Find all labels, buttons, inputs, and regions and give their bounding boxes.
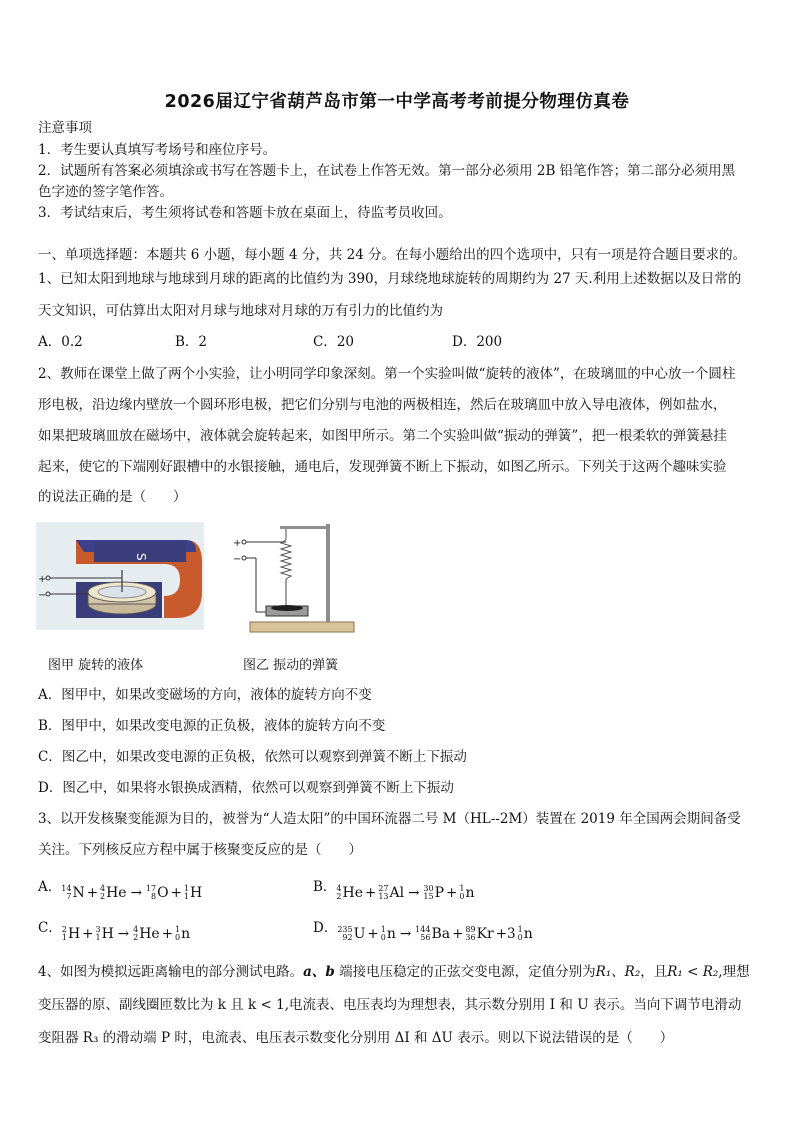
- element-symbol: Al: [389, 885, 405, 901]
- q1-line-1: 1、已知太阳到地球与地球到月球的距离的比值约为 390，月球绕地球旋转的周期约为 27 天.利用上述数据以及日常的: [38, 271, 742, 287]
- notice-item-2-cont: 色字迹的签字笔作答。: [38, 184, 173, 200]
- notice-heading: 注意事项: [38, 120, 92, 136]
- atomic-number: 56: [420, 933, 431, 942]
- atomic-number: 0: [459, 892, 465, 901]
- atomic-number: 36: [465, 933, 476, 942]
- nuclide-numbers: [465, 926, 475, 942]
- atomic-number: 15: [423, 892, 434, 901]
- q4-line-1-g: ,理想: [718, 964, 750, 980]
- q3-line-1: 3、以开发核聚变能源为目的，被誉为“人造太阳”的中国环流器二号 M（HL--2M）装置在 2019 年全国两会期间备受: [38, 811, 741, 827]
- mass-number: 4: [100, 884, 106, 893]
- atomic-number: 13: [378, 892, 389, 901]
- q4-line-3: 变阻器 R₃ 的滑动端 P 时，电流表、电压表示数变化分别用 ΔI 和 ΔU 表示。则以下说法错误的是（ ）: [38, 1030, 674, 1046]
- mass-number: 144: [415, 925, 431, 934]
- nuclide-numbers: [100, 885, 105, 901]
- atomic-number: 0: [517, 933, 523, 942]
- nuclide-numbers: [175, 926, 180, 942]
- equation-operator: +: [446, 885, 458, 901]
- mass-number: 17: [145, 884, 157, 893]
- q3-option-b: [313, 877, 474, 903]
- q1-option-b: B．2: [175, 334, 208, 350]
- equation-operator: +: [170, 885, 182, 901]
- nuclide-numbers: [184, 885, 189, 901]
- q2-line-5: 的说法正确的是（ ）: [38, 489, 187, 505]
- nuclide-numbers: [133, 926, 138, 942]
- nuclide-numbers: [415, 926, 430, 942]
- fig1-minus-label: −: [38, 590, 47, 601]
- notice-item-3: 3．考试结束后，考生须将试卷和答题卡放在桌面上，待监考员收回。: [38, 205, 452, 221]
- q3-option-label: A．: [38, 879, 62, 895]
- q4-line-1-e: ，且: [640, 964, 668, 980]
- fig2-minus-label: −: [233, 554, 242, 565]
- element-symbol: U: [353, 926, 366, 942]
- q4-line-1: [38, 962, 760, 982]
- q1-line-2: 天文知识，可估算出太阳对月球与地球对月球的万有引力的比值约为: [38, 303, 443, 319]
- nuclide-numbers: [518, 926, 523, 942]
- nuclide-numbers: [95, 926, 100, 942]
- q2-option-c: C．图乙中，如果改变电源的正负极，依然可以观察到弹簧不断上下振动: [38, 749, 467, 765]
- q2-line-1: 2、教师在课堂上做了两个小实验，让小明同学印象深刻。第一个实验叫做“旋转的液体”，在玻璃皿的中心放一个圆柱: [38, 366, 736, 382]
- element-symbol: O: [157, 885, 169, 901]
- atomic-number: 1: [183, 892, 189, 901]
- equation-operator: +: [161, 926, 173, 942]
- q3-option-label: D．: [313, 920, 338, 936]
- notice-item-1: 1．考生要认真填写考场号和座位序号。: [38, 142, 277, 158]
- element-symbol: n: [523, 926, 533, 942]
- atomic-number: 0: [380, 933, 386, 942]
- element-symbol: H: [189, 885, 203, 901]
- nuclide-numbers: [61, 885, 71, 901]
- fig1-plus-label: +: [38, 574, 47, 585]
- atomic-number: 1: [95, 933, 101, 942]
- nuclide-numbers: [146, 885, 156, 901]
- equation-operator: +: [452, 926, 464, 942]
- mass-number: 30: [423, 884, 434, 893]
- q2-line-3: 如果把玻璃皿放在磁场中，液体就会旋转起来，如图甲所示。第二个实验叫做“振动的弹簧”，把一根柔软的弹簧悬挂: [38, 428, 727, 444]
- mass-number: 14: [61, 884, 72, 893]
- q2-line-4: 起来，使它的下端刚好跟槽中的水银接触，通电后，发现弹簧不断上下振动，如图乙所示。下列关于这两个趣味实验: [38, 459, 727, 475]
- q3-option-label: B．: [313, 879, 337, 895]
- equation-operator: →: [399, 926, 412, 942]
- atomic-number: 8: [151, 892, 157, 901]
- q4-line-1-c: 端接电压稳定的正弦交变电源，定值分别为: [334, 964, 596, 980]
- mass-number: 235: [337, 925, 353, 934]
- mass-number: 1: [175, 925, 181, 934]
- equation-operator: +3: [495, 926, 516, 942]
- equation-operator: +: [82, 926, 94, 942]
- nuclide-numbers: [378, 885, 388, 901]
- mass-number: 2: [61, 925, 67, 934]
- nuclide-numbers: [337, 926, 352, 942]
- q4-line-1-f: R₁ < R₂: [667, 964, 719, 980]
- equation-operator: →: [117, 926, 130, 942]
- mass-number: 4: [133, 925, 139, 934]
- atomic-number: 2: [133, 933, 139, 942]
- fig2-plus-label: +: [233, 538, 242, 549]
- element-symbol: He: [342, 885, 364, 901]
- atomic-number: 7: [66, 892, 72, 901]
- fig1-caption: 图甲 旋转的液体: [48, 658, 144, 673]
- nuclear-equation: [62, 924, 190, 944]
- atomic-number: 2: [336, 892, 342, 901]
- q1-option-c: C．20: [313, 334, 355, 350]
- q3-option-c: [38, 918, 190, 944]
- rotating-liquid-figure: [36, 522, 204, 630]
- atomic-number: 1: [61, 933, 67, 942]
- q2-option-b: B．图甲中，如果改变电源的正负极，液体的旋转方向不变: [38, 718, 386, 734]
- q3-option-d: [313, 918, 533, 944]
- notice-item-2: 2．试题所有答案必须填涂或书写在答题卡上，在试卷上作答无效。第一部分必须用 2B 铅笔作答；第二部分必须用黑: [38, 163, 736, 179]
- equation-operator: →: [408, 885, 420, 901]
- mass-number: 89: [465, 925, 476, 934]
- equation-operator: →: [130, 885, 142, 901]
- section-heading: 一、单项选择题：本题共 6 小题，每小题 4 分，共 24 分。在每小题给出的四个选项中，只有一项是符合题目要求的。: [38, 247, 747, 263]
- nuclear-equation: [61, 883, 202, 903]
- atomic-number: 0: [175, 933, 181, 942]
- fig2-caption: 图乙 振动的弹簧: [243, 658, 339, 673]
- q1-option-d: D．200: [452, 334, 503, 350]
- element-symbol: n: [386, 926, 396, 942]
- nuclide-numbers: [423, 885, 433, 901]
- nuclear-equation: [337, 924, 532, 944]
- q4-line-1-b: a、b: [303, 964, 335, 980]
- equation-operator: +: [365, 885, 377, 901]
- mass-number: 27: [378, 884, 389, 893]
- magnet-pole-label: S: [134, 553, 148, 561]
- element-symbol: P: [434, 885, 445, 901]
- element-symbol: n: [181, 926, 191, 942]
- element-symbol: He: [139, 926, 160, 942]
- mass-number: 1: [459, 884, 465, 893]
- q4-line-1-a: 4、如图为模拟远距离输电的部分测试电路。: [38, 964, 304, 980]
- element-symbol: Ba: [431, 926, 451, 942]
- atomic-number: 92: [342, 933, 353, 942]
- vibrating-spring-figure: [230, 518, 360, 636]
- nuclear-equation: [336, 883, 474, 903]
- q3-option-a: [38, 877, 202, 903]
- q3-line-2: 关注。下列核反应方程中属于核聚变反应的是（ ）: [38, 842, 362, 858]
- element-symbol: H: [67, 926, 81, 942]
- element-symbol: H: [101, 926, 114, 942]
- q3-option-label: C．: [38, 920, 62, 936]
- equation-operator: +: [86, 885, 98, 901]
- nuclide-numbers: [336, 885, 341, 901]
- element-symbol: N: [72, 885, 85, 901]
- element-symbol: Kr: [476, 926, 494, 942]
- mass-number: 3: [95, 925, 101, 934]
- equation-operator: +: [367, 926, 379, 942]
- q4-line-2: 变压器的原、副线圈匝数比为 k 且 k < 1,电流表、电压表均为理想表，其示数分别用 I 和 U 表示。当向下调节电滑动: [38, 997, 742, 1013]
- mass-number: 1: [183, 884, 189, 893]
- q2-option-d: D．图乙中，如果将水银换成酒精，依然可以观察到弹簧不断上下振动: [38, 780, 454, 796]
- nuclide-numbers: [459, 885, 464, 901]
- mass-number: 4: [336, 884, 342, 893]
- q4-line-1-d: R₁、R₂: [595, 964, 641, 980]
- q1-option-a: A．0.2: [38, 334, 83, 350]
- nuclide-numbers: [62, 926, 67, 942]
- exam-title: 2026届辽宁省葫芦岛市第一中学高考考前提分物理仿真卷: [164, 92, 630, 112]
- atomic-number: 2: [100, 892, 106, 901]
- element-symbol: He: [106, 885, 127, 901]
- element-symbol: n: [465, 885, 475, 901]
- q2-line-2: 形电极，沿边缘内壁放一个圆环形电极，把它们分别与电池的两极相连，然后在玻璃皿中放入导电液体，例如盐水，: [38, 397, 727, 413]
- mass-number: 1: [517, 925, 523, 934]
- mass-number: 1: [380, 925, 386, 934]
- q2-option-a: A．图甲中，如果改变磁场的方向，液体的旋转方向不变: [38, 687, 372, 703]
- nuclide-numbers: [381, 926, 386, 942]
